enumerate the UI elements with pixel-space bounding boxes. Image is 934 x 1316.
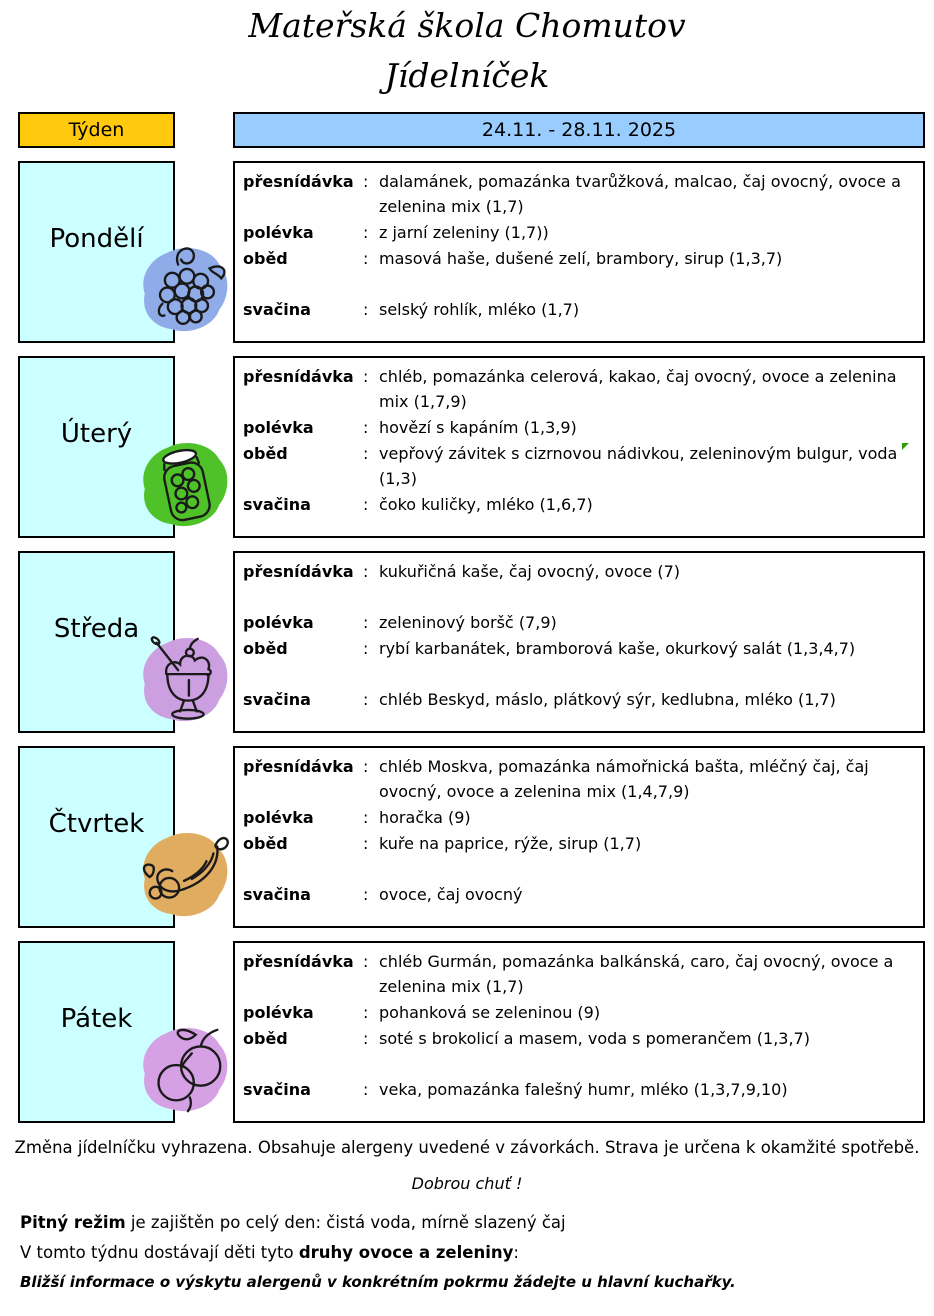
meal-label: polévka [243, 808, 314, 827]
day-name: Pátek [60, 1004, 133, 1034]
meal-colon: : [363, 367, 369, 386]
meal-label: oběd [243, 1029, 288, 1048]
meal-text: veka, pomazánka falešný humr, mléko (1,3,7,9,10) [379, 1080, 788, 1099]
meal-text: kukuřičná kaše, čaj ovocný, ovoce (7) [379, 562, 681, 581]
day-box [18, 746, 175, 928]
day-menu-box [233, 161, 925, 343]
meal-text: kuře na paprice, rýže, sirup (1,7) [379, 834, 642, 853]
day-row [18, 356, 925, 538]
menu-change-note: Změna jídelníčku vyhrazena. Obsahuje alergeny uvedené v závorkách. Strava je určena k okamžité spotřebě. [14, 1138, 920, 1157]
meal-text: vepřový závitek s cizrnovou nádivkou, zeleninovým bulgur, voda (1,3) [379, 441, 915, 492]
meal-label: svačina [243, 1080, 311, 1099]
apples-illustration [135, 1021, 233, 1119]
meal-row [243, 246, 915, 297]
day-name: Úterý [60, 419, 133, 449]
meal-label: přesnídávka [243, 367, 354, 386]
meal-label: polévka [243, 613, 314, 632]
meal-colon: : [363, 562, 369, 581]
meal-text: chléb, pomazánka celerová, kakao, čaj ovocný, ovoce a zelenina mix (1,7,9) [379, 367, 897, 411]
drink-regime-bold: Pitný režim [20, 1213, 126, 1232]
meal-text: chléb Moskva, pomazánka námořnická bašta, mléčný čaj, čaj ovocný, ovoce a zelenina mix (1,4,7,9) [379, 757, 869, 801]
meal-row [243, 559, 915, 610]
meal-row [243, 1026, 915, 1077]
meal-text: horačka (9) [379, 808, 471, 827]
meal-label: přesnídávka [243, 172, 354, 191]
meal-colon: : [363, 757, 369, 776]
meal-row [243, 805, 915, 831]
meal-label: polévka [243, 223, 314, 242]
meal-row [243, 636, 915, 687]
meal-text: rybí karbanátek, bramborová kaše, okurkový salát (1,3,4,7) [379, 639, 856, 658]
fruit-veg-bold: druhy ovoce a zeleniny [298, 1243, 514, 1262]
page-subtitle: Jídelníček [384, 56, 550, 95]
meal-text: selský rohlík, mléko (1,7) [379, 300, 580, 319]
meal-text: hovězí s kapáním (1,3,9) [379, 418, 577, 437]
day-name: Pondělí [49, 224, 144, 254]
meal-row [243, 687, 915, 713]
meal-label: svačina [243, 690, 311, 709]
meal-colon: : [363, 1029, 369, 1048]
meal-text: z jarní zeleniny (1,7)) [379, 223, 549, 242]
day-menu-box [233, 551, 925, 733]
meal-row [243, 1000, 915, 1026]
sundae-illustration [135, 631, 233, 729]
meal-row [243, 610, 915, 636]
meal-row [243, 831, 915, 882]
cornucopia-illustration [135, 826, 233, 924]
meal-row [243, 754, 915, 805]
meal-text: pohanková se zeleninou (9) [379, 1003, 601, 1022]
meal-colon: : [363, 834, 369, 853]
meal-row [243, 364, 915, 415]
day-row [18, 551, 925, 733]
week-date-box: 24.11. - 28.11. 2025 [233, 112, 925, 148]
fruit-veg-post: : [513, 1243, 519, 1262]
day-box [18, 161, 175, 343]
meal-colon: : [363, 172, 369, 191]
meal-label: oběd [243, 639, 288, 658]
day-row [18, 161, 925, 343]
fruit-veg-note [20, 1243, 934, 1262]
day-box [18, 941, 175, 1123]
drink-regime-note [20, 1213, 934, 1232]
page-title: Mateřská škola Chomutov [248, 6, 686, 45]
allergen-info-note: Bližší informace o výskytu alergenů v konkrétním pokrmu žádejte u hlavní kuchařky. [20, 1273, 736, 1291]
meal-label: svačina [243, 885, 311, 904]
meal-text: dalamánek, pomazánka tvarůžková, malcao, čaj ovocný, ovoce a zelenina mix (1,7) [379, 172, 901, 216]
meal-row [243, 441, 915, 492]
day-row [18, 941, 925, 1123]
meals [243, 949, 915, 1103]
meal-row [243, 882, 915, 908]
meal-text: masová haše, dušené zelí, brambory, sirup (1,3,7) [379, 249, 783, 268]
meal-text: zeleninový boršč (7,9) [379, 613, 557, 632]
preserve-jar-illustration [135, 436, 233, 534]
day-menu-box [233, 356, 925, 538]
meal-label: polévka [243, 1003, 314, 1022]
day-box [18, 551, 175, 733]
meal-row [243, 415, 915, 441]
meal-colon: : [363, 639, 369, 658]
days-container [0, 161, 934, 1123]
day-menu-box [233, 746, 925, 928]
meal-colon: : [363, 952, 369, 971]
meal-label: svačina [243, 495, 311, 514]
meal-text: ovoce, čaj ovocný [379, 885, 523, 904]
comment-marker-icon [902, 443, 909, 450]
meal-colon: : [363, 808, 369, 827]
meal-colon: : [363, 613, 369, 632]
week-label-box: Týden [18, 112, 175, 148]
meal-colon: : [363, 1003, 369, 1022]
meal-row [243, 1077, 915, 1103]
meal-row [243, 220, 915, 246]
day-menu-box [233, 941, 925, 1123]
day-row [18, 746, 925, 928]
drink-regime-rest: je zajištěn po celý den: čistá voda, mírně slazený čaj [125, 1213, 566, 1232]
meal-colon: : [363, 223, 369, 242]
meal-colon: : [363, 885, 369, 904]
meal-label: přesnídávka [243, 562, 354, 581]
meals [243, 559, 915, 713]
meal-label: oběd [243, 834, 288, 853]
meal-colon: : [363, 690, 369, 709]
meal-label: svačina [243, 300, 311, 319]
meals [243, 754, 915, 908]
meals [243, 169, 915, 323]
meal-colon: : [363, 418, 369, 437]
meals [243, 364, 915, 518]
meal-text: chléb Beskyd, máslo, plátkový sýr, kedlubna, mléko (1,7) [379, 690, 836, 709]
grapes-illustration [135, 241, 233, 339]
meal-colon: : [363, 249, 369, 268]
meal-label: oběd [243, 249, 288, 268]
day-box [18, 356, 175, 538]
meal-colon: : [363, 1080, 369, 1099]
meal-text: chléb Gurmán, pomazánka balkánská, caro, čaj ovocný, ovoce a zelenina mix (1,7) [379, 952, 894, 996]
meal-row [243, 169, 915, 220]
fruit-veg-pre: V tomto týdnu dostávají děti tyto [20, 1243, 299, 1262]
meal-colon: : [363, 495, 369, 514]
meal-label: přesnídávka [243, 952, 354, 971]
meal-colon: : [363, 444, 369, 463]
week-band [18, 112, 925, 148]
bon-appetit-note: Dobrou chuť ! [411, 1174, 523, 1193]
meal-colon: : [363, 300, 369, 319]
meal-label: oběd [243, 444, 288, 463]
meal-label: polévka [243, 418, 314, 437]
meal-text: čoko kuličky, mléko (1,6,7) [379, 495, 593, 514]
meal-row [243, 492, 915, 518]
meal-row [243, 297, 915, 323]
day-name: Čtvrtek [48, 809, 145, 839]
day-name: Středa [53, 614, 140, 644]
meal-label: přesnídávka [243, 757, 354, 776]
meal-row [243, 949, 915, 1000]
meal-text: soté s brokolicí a masem, voda s pomerančem (1,3,7) [379, 1029, 810, 1048]
